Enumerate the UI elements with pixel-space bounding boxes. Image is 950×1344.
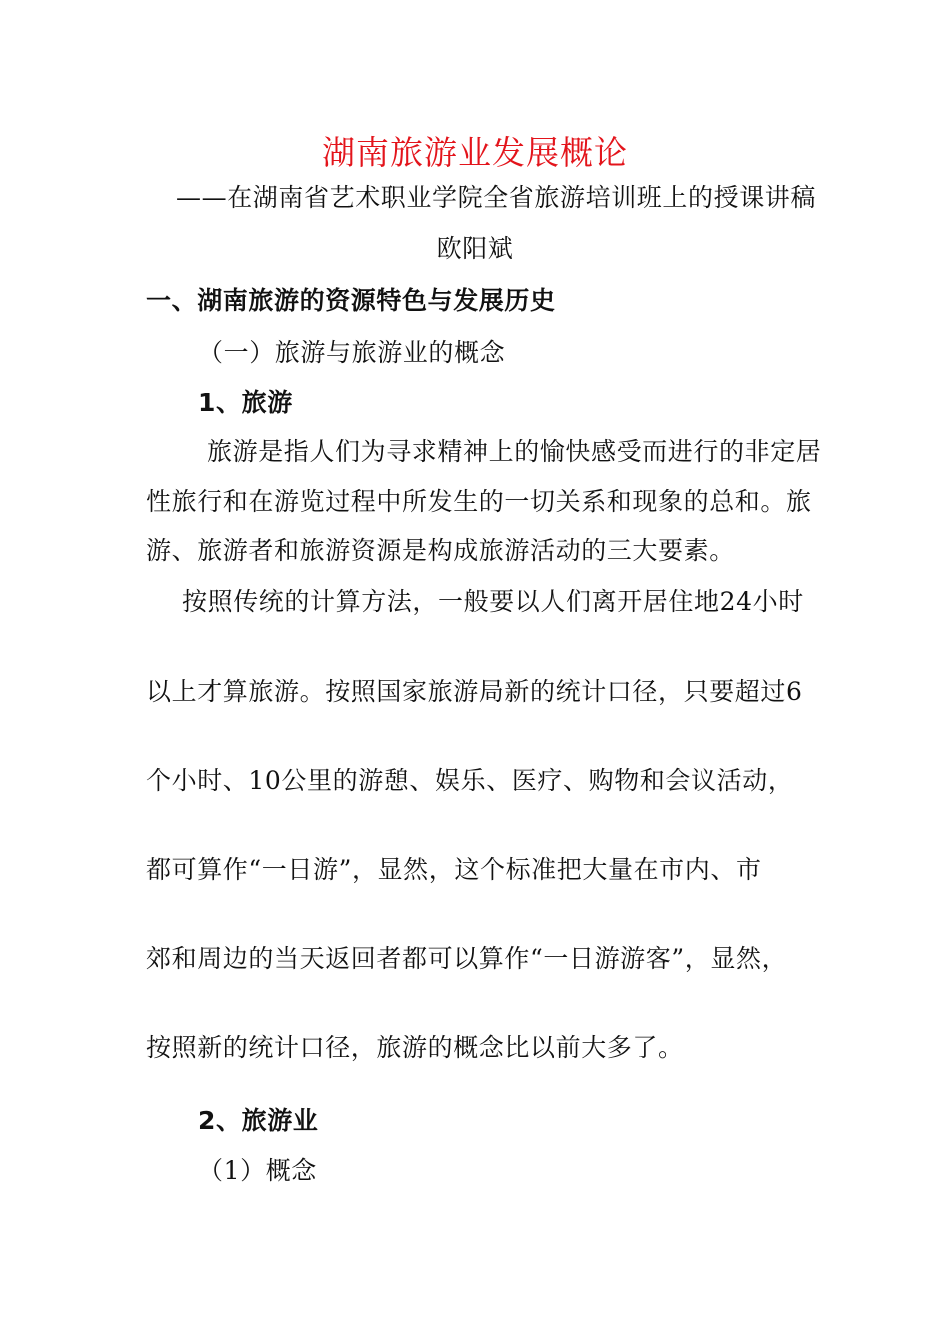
item-heading-tourism-industry: 2、旅游业: [198, 1106, 319, 1135]
item-heading-tourism: 1、旅游: [198, 388, 293, 417]
subsection-heading: （一）旅游与旅游业的概念: [198, 338, 506, 367]
document-title: 湖南旅游业发展概论: [322, 133, 628, 172]
section-heading: 一、湖南旅游的资源特色与发展历史: [146, 286, 556, 315]
paragraph-line: 个小时、10公里的游憩、娱乐、医疗、购物和会议活动，: [146, 766, 794, 795]
document-subtitle: ——在湖南省艺术职业学院全省旅游培训班上的授课讲稿: [176, 183, 817, 212]
sub-item-heading-concept: （1）概念: [198, 1156, 317, 1185]
paragraph-line: 游、旅游者和旅游资源是构成旅游活动的三大要素。: [146, 536, 735, 565]
paragraph-line: 郊和周边的当天返回者都可以算作“一日游游客”，显然，: [146, 944, 788, 973]
document-author: 欧阳斌: [436, 234, 514, 263]
paragraph-line: 旅游是指人们为寻求精神上的愉快感受而进行的非定居: [207, 437, 822, 466]
paragraph-line: 按照新的统计口径，旅游的概念比以前大多了。: [146, 1033, 684, 1062]
paragraph-line: 都可算作“一日游”，显然，这个标准把大量在市内、市: [146, 855, 762, 884]
paragraph-line: 按照传统的计算方法，一般要以人们离开居住地24小时: [182, 587, 804, 616]
paragraph-line: 以上才算旅游。按照国家旅游局新的统计口径，只要超过6: [146, 677, 803, 706]
paragraph-line: 性旅行和在游览过程中所发生的一切关系和现象的总和。旅: [146, 487, 812, 516]
